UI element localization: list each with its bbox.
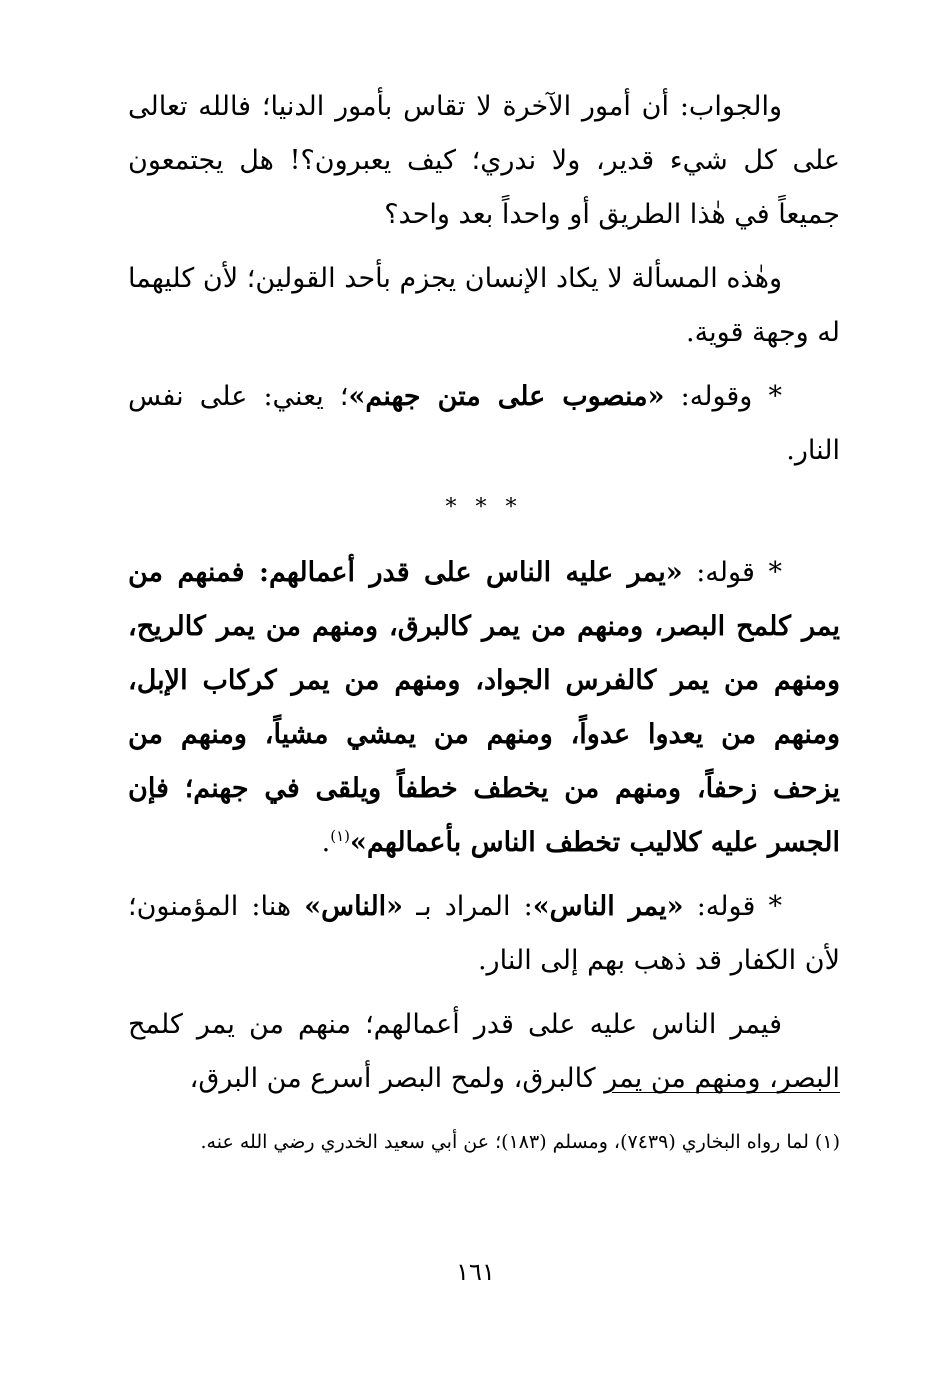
footnote: (١) لما رواه البخاري (٧٤٣٩)، ومسلم (١٨٣)؛ عن أبي سعيد الخدري رضي الله عنه. xyxy=(200,1131,840,1153)
people-suffix: هنا: المؤمنون؛ لأن الكفار قد ذهب بهم إلى النار. xyxy=(128,891,840,976)
paragraph-answer: والجواب: أن أمور الآخرة لا تقاس بأمور الدنيا؛ فالله تعالى على كل شيء قدير، ولا ندري؛ كيف يعبرون؟! هل يجتمعون جميعاً في هٰذا الطريق أو واحداً بعد واحد؟ xyxy=(128,91,840,230)
people-prefix: * قوله: xyxy=(683,891,782,922)
people-quote-1: «يمر الناس» xyxy=(532,891,684,922)
section-separator: * * * xyxy=(445,495,523,520)
people-quote-2: «الناس» xyxy=(304,891,404,922)
paragraph-people xyxy=(128,880,840,988)
paragraph-suffix: ؛ يعني: على نفس النار. xyxy=(128,381,840,466)
footnote-divider xyxy=(612,1092,840,1093)
paragraph-prefix: * وقوله: xyxy=(664,381,782,412)
page-number: ١٦١ xyxy=(456,1258,495,1286)
paragraph-hadith xyxy=(128,546,840,870)
page-body xyxy=(128,80,840,1116)
paragraph-passing: فيمر الناس عليه على قدر أعمالهم؛ منهم من يمر كلمح البصر، ومنهم من يمر كالبرق، ولمح البصر أسرع من البرق، xyxy=(128,1009,840,1094)
hadith-text: «يمر عليه الناس على قدر أعمالهم: فمنهم من يمر كلمح البصر، ومنهم من يمر كالبرق، ومنهم من يمر كالريح، ومنهم من يمر كالفرس الجواد، ومنهم من يمر كركاب الإبل، ومنهم من يعدوا عدواً، ومنهم من يمشي مشياً، ومنهم من يزحف زحفاً، ومنهم من يخطف خطفاً ويلقى في جهنم؛ فإن الجسر عليه كلاليب تخطف الناس بأعمالهم» xyxy=(128,557,840,858)
hadith-prefix: * قوله: xyxy=(682,557,782,588)
people-middle: : المراد بـ xyxy=(403,891,533,922)
footnote-reference: (١) xyxy=(330,827,351,845)
hadith-suffix: . xyxy=(321,827,331,858)
quoted-text: «منصوب على متن جهنم» xyxy=(348,381,665,412)
paragraph-mansub xyxy=(128,370,840,478)
paragraph-issue: وهٰذه المسألة لا يكاد الإنسان يجزم بأحد القولين؛ لأن كليهما له وجهة قوية. xyxy=(128,263,840,348)
